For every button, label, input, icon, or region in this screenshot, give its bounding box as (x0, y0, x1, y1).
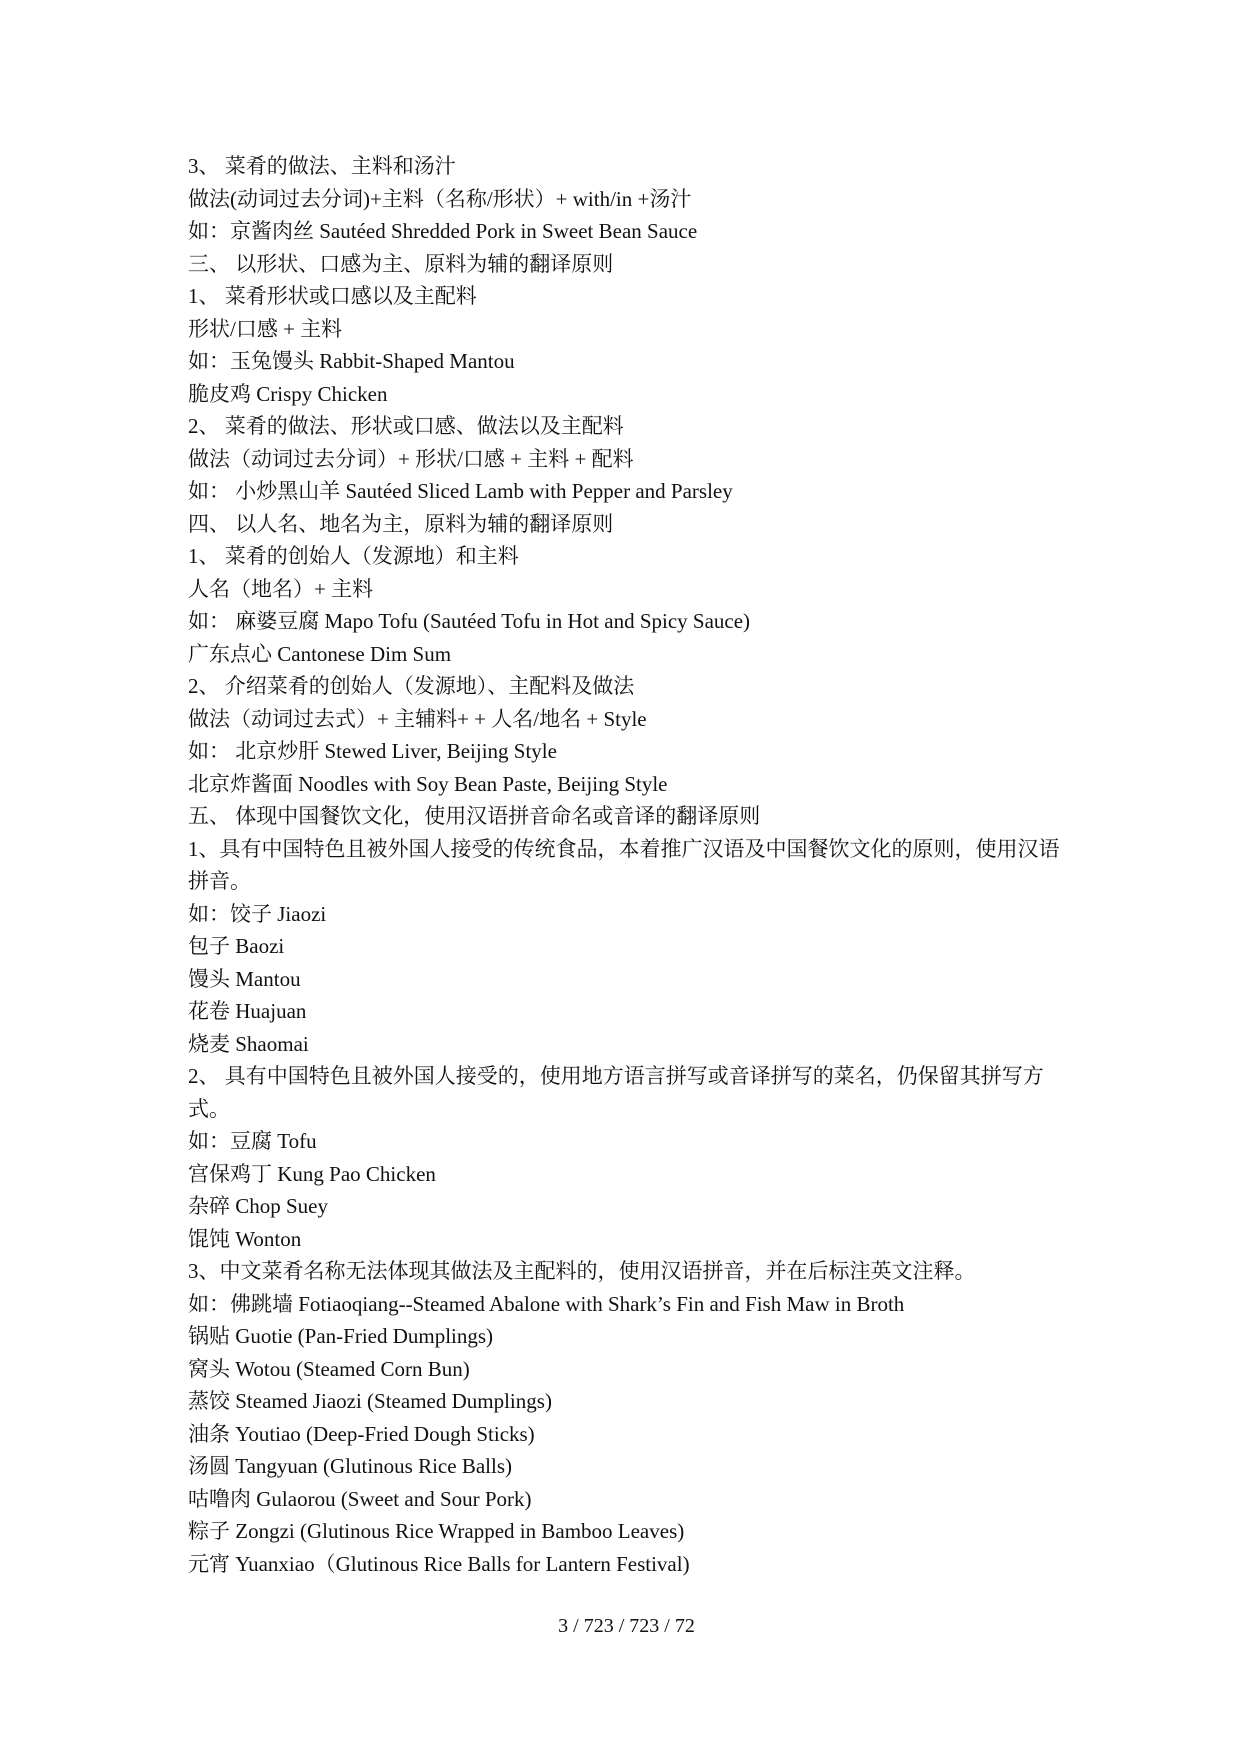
example-line: 宫保鸡丁 Kung Pao Chicken (188, 1161, 436, 1186)
example-line: 包子 Baozi (188, 934, 285, 958)
formula-line: 做法（动词过去分词）+ 形状/口感 + 主料 + 配料 (188, 446, 634, 471)
paragraph: 3、中文菜肴名称无法体现其做法及主配料的，使用汉语拼音，并在后标注英文注释。 (188, 1259, 976, 1283)
example-line: 杂碎 Chop Suey (188, 1194, 329, 1218)
section-heading: 2、 菜肴的做法、形状或口感、做法以及主配料 (188, 414, 624, 438)
example-line: 锅贴 Guotie (Pan-Fried Dumplings) (188, 1324, 494, 1348)
example-line: 粽子 Zongzi (Glutinous Rice Wrapped in Bamboo Leaves) (188, 1519, 685, 1543)
example-line: 广东点心 Cantonese Dim Sum (188, 641, 452, 666)
formula-line: 做法(动词过去分词)+主料（名称/形状）+ with/in +汤汁 (188, 186, 692, 211)
example-line: 咕噜肉 Gulaorou (Sweet and Sour Pork) (188, 1486, 532, 1511)
example-line: 北京炸酱面 Noodles with Soy Bean Paste, Beijing Style (188, 771, 668, 796)
example-line: 元宵 Yuanxiao（Glutinous Rice Balls for Lantern Festival) (188, 1551, 690, 1576)
formula-line: 人名（地名）+ 主料 (188, 576, 374, 601)
example-line: 馄饨 Wonton (188, 1226, 302, 1251)
example-line: 脆皮鸡 Crispy Chicken (188, 381, 388, 406)
example-line: 如：佛跳墙 Fotiaoqiang--Steamed Abalone with Shark’s Fin and Fish Maw in Broth (188, 1291, 905, 1316)
example-line: 烧麦 Shaomai (188, 1031, 309, 1056)
section-heading: 五、 体现中国餐饮文化，使用汉语拼音命名或音译的翻译原则 (188, 804, 761, 828)
example-line: 馒头 Mantou (188, 966, 301, 991)
formula-line: 做法（动词过去式）+ 主辅料+ + 人名/地名 + Style (188, 706, 647, 731)
section-heading: 2、 介绍菜肴的创始人（发源地）、主配料及做法 (188, 674, 635, 698)
formula-line: 形状/口感 + 主料 (188, 316, 343, 341)
section-heading: 四、 以人名、地名为主，原料为辅的翻译原则 (188, 511, 614, 536)
example-line: 如：豆腐 Tofu (188, 1129, 317, 1153)
example-line: 如： 麻婆豆腐 Mapo Tofu (Sautéed Tofu in Hot and Spicy Sauce) (188, 609, 751, 633)
example-line: 如：京酱肉丝 Sautéed Shredded Pork in Sweet Bean Sauce (188, 219, 698, 243)
page-number-footer: 3 / 723 / 723 / 72 (558, 1615, 695, 1637)
paragraph: 1、具有中国特色且被外国人接受的传统食品，本着推广汉语及中国餐饮文化的原则，使用汉语拼音。 (188, 836, 1060, 893)
section-heading: 3、 菜肴的做法、主料和汤汁 (188, 154, 456, 178)
example-line: 如：玉兔馒头 Rabbit-Shaped Mantou (188, 349, 515, 373)
paragraph: 2、 具有中国特色且被外国人接受的，使用地方语言拼写或音译拼写的菜名，仍保留其拼写方式。 (188, 1064, 1044, 1121)
example-line: 汤圆 Tangyuan (Glutinous Rice Balls) (188, 1454, 512, 1478)
section-heading: 1、 菜肴形状或口感以及主配料 (188, 284, 477, 308)
example-line: 如： 北京炒肝 Stewed Liver, Beijing Style (188, 739, 557, 763)
section-heading: 三、 以形状、口感为主、原料为辅的翻译原则 (188, 251, 614, 276)
example-line: 花卷 Huajuan (188, 999, 307, 1023)
example-line: 油条 Youtiao (Deep-Fried Dough Sticks) (188, 1421, 535, 1446)
example-line: 如： 小炒黑山羊 Sautéed Sliced Lamb with Pepper and Parsley (188, 479, 733, 503)
example-line: 如：饺子 Jiaozi (188, 901, 327, 926)
document-body (188, 150, 1068, 1580)
example-line: 窝头 Wotou (Steamed Corn Bun) (188, 1356, 470, 1381)
example-line: 蒸饺 Steamed Jiaozi (Steamed Dumplings) (188, 1389, 552, 1413)
section-heading: 1、 菜肴的创始人（发源地）和主料 (188, 544, 519, 568)
